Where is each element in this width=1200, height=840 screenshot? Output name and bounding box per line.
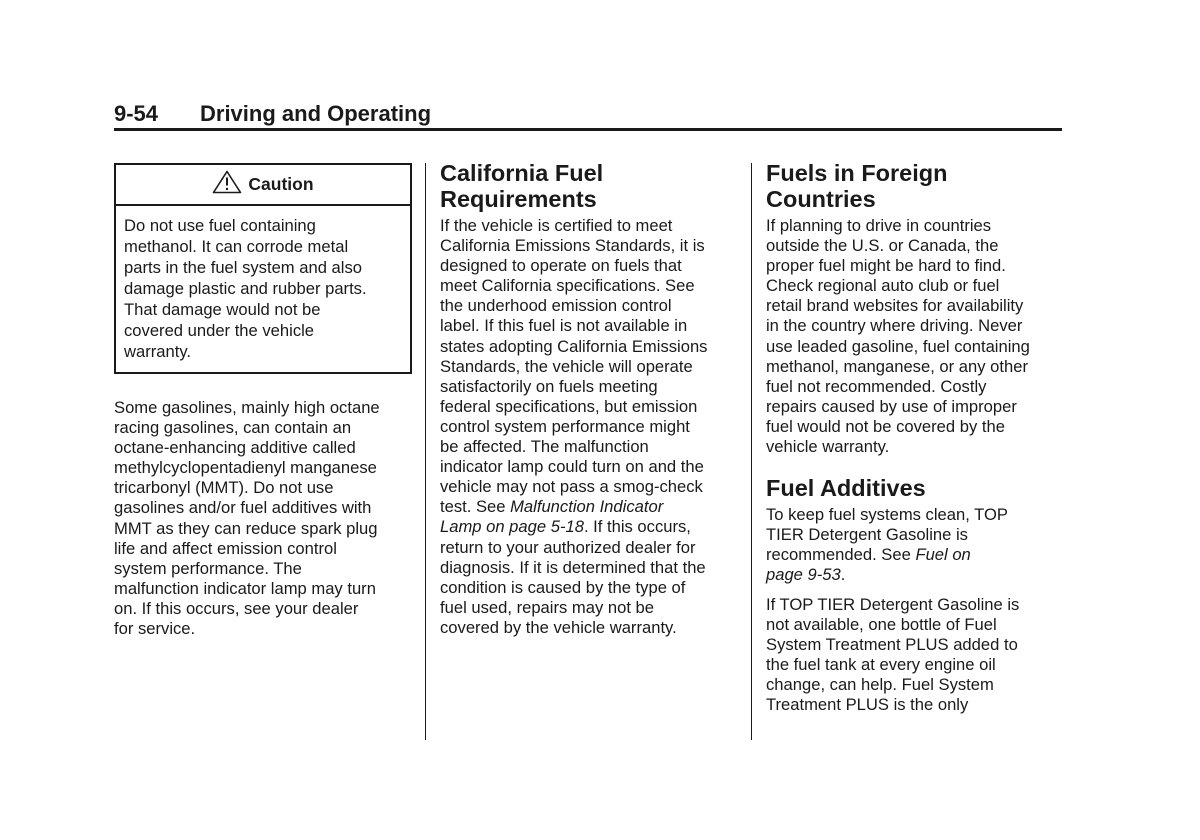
paragraph-line: on. If this occurs, see your dealer (114, 598, 359, 618)
column-divider (751, 163, 752, 740)
column-2 (440, 160, 740, 647)
column-divider (425, 163, 426, 740)
paragraph-line: not available, one bottle of Fuel (766, 614, 997, 634)
paragraph-line: Treatment PLUS is the only (766, 694, 969, 714)
caution-header (116, 165, 410, 206)
fuel-additives-paragraph-1 (766, 505, 1066, 585)
paragraph-line: vehicle may not pass a smog-check (440, 477, 703, 497)
paragraph-line: vehicle warranty. (766, 437, 890, 457)
paragraph-line: TIER Detergent Gasoline is (766, 525, 968, 545)
caution-line: parts in the fuel system and also (124, 258, 362, 277)
paragraph-line: covered by the vehicle warranty. (440, 617, 677, 637)
paragraph-line: If the vehicle is certified to meet (440, 216, 673, 235)
caution-line: methanol. It can corrode metal (124, 237, 349, 256)
paragraph-line: repairs caused by use of improper (766, 396, 1017, 416)
header-rule (114, 128, 1062, 131)
section-title: Driving and Operating (200, 101, 432, 126)
paragraph-line: outside the U.S. or Canada, the (766, 236, 999, 256)
malfunction-lamp-reference[interactable]: Malfunction Indicator (510, 497, 664, 517)
paragraph-line: the underhood emission control (440, 296, 672, 316)
paragraph-line (766, 565, 1066, 585)
paragraph-line: Some gasolines, mainly high octane (114, 398, 380, 417)
paragraph-line: California Emissions Standards, it is (440, 236, 705, 256)
caution-line: covered under the vehicle (124, 321, 315, 340)
paragraph-line: be affected. The malfunction (440, 437, 649, 457)
caution-body (116, 206, 410, 372)
caution-box (114, 163, 412, 374)
heading-line: Requirements (440, 186, 597, 212)
caution-label: Caution (248, 174, 314, 195)
paragraph-line: malfunction indicator lamp may turn (114, 578, 376, 598)
ref-suffix: . If this occurs, (583, 517, 691, 537)
caution-line: warranty. (124, 342, 192, 361)
heading-line: Fuels in Foreign (766, 160, 948, 186)
page-header (114, 100, 1062, 130)
paragraph-line: fuel used, repairs may not be (440, 597, 654, 617)
column-1 (114, 163, 414, 648)
paragraph-line: methylcyclopentadienyl manganese (114, 458, 377, 478)
malfunction-lamp-reference[interactable]: Lamp on page 5-18 (440, 517, 584, 537)
foreign-fuels-heading (766, 160, 1066, 212)
warning-triangle-icon (212, 170, 242, 199)
fuel-page-reference[interactable]: page 9-53 (766, 565, 841, 585)
mmt-paragraph (114, 398, 414, 639)
paragraph-line: life and affect emission control (114, 538, 337, 558)
fuel-additives-paragraph-2 (766, 595, 1066, 716)
paragraph-line: If planning to drive in countries (766, 216, 992, 235)
paragraph-line: retail brand websites for availability (766, 296, 1024, 316)
page-number: 9-54 (114, 101, 159, 126)
paragraph-line: diagnosis. If it is determined that the (440, 557, 706, 577)
caution-line: Do not use fuel containing (124, 216, 316, 235)
paragraph-line: Standards, the vehicle will operate (440, 356, 693, 376)
column-3 (766, 160, 1066, 724)
paragraph-line: the fuel tank at every engine oil (766, 654, 996, 674)
foreign-fuels-paragraph (766, 216, 1066, 457)
fuel-additives-heading: Fuel Additives (766, 475, 926, 502)
paragraph-line: meet California specifications. See (440, 276, 695, 296)
paragraph-line: octane-enhancing additive called (114, 438, 356, 458)
paragraph-line: federal specifications, but emission (440, 396, 698, 416)
ref-suffix: . (840, 565, 846, 585)
paragraph-line: in the country where driving. Never (766, 316, 1023, 336)
paragraph-line: indicator lamp could turn on and the (440, 457, 704, 477)
paragraph-line: fuel would not be covered by the (766, 416, 1005, 436)
california-fuel-heading (440, 160, 740, 212)
caution-line: damage plastic and rubber parts. (124, 279, 367, 298)
paragraph-line: designed to operate on fuels that (440, 256, 682, 276)
paragraph-line (440, 517, 740, 537)
paragraph-line: tricarbonyl (MMT). Do not use (114, 478, 334, 498)
paragraph-line: control system performance might (440, 416, 690, 436)
heading-line: Countries (766, 186, 876, 212)
paragraph-line: racing gasolines, can contain an (114, 418, 352, 438)
paragraph-line: fuel not recommended. Costly (766, 376, 987, 396)
ref-prefix: test. See (440, 497, 511, 517)
paragraph-line: condition is caused by the type of (440, 577, 686, 597)
paragraph-line: If TOP TIER Detergent Gasoline is (766, 594, 1020, 614)
caution-line: That damage would not be (124, 300, 321, 319)
paragraph-line: methanol, manganese, or any other (766, 356, 1028, 376)
paragraph-line: gasolines and/or fuel additives with (114, 498, 372, 518)
paragraph-line: system performance. The (114, 558, 302, 578)
paragraph-line (766, 545, 1066, 565)
fuel-page-reference[interactable]: Fuel on (915, 545, 971, 565)
paragraph-line: System Treatment PLUS added to (766, 634, 1018, 654)
california-fuel-paragraph (440, 216, 740, 638)
paragraph-line: Check regional auto club or fuel (766, 276, 1000, 296)
paragraph-line: proper fuel might be hard to find. (766, 256, 1006, 276)
paragraph-line: label. If this fuel is not available in (440, 316, 688, 336)
ref-prefix: recommended. See (766, 545, 916, 565)
paragraph-line: states adopting California Emissions (440, 336, 708, 356)
paragraph-line: change, can help. Fuel System (766, 674, 994, 694)
paragraph-line: return to your authorized dealer for (440, 537, 696, 557)
paragraph-line: To keep fuel systems clean, TOP (766, 505, 1008, 525)
paragraph-line: use leaded gasoline, fuel containing (766, 336, 1030, 356)
heading-line: California Fuel (440, 160, 604, 186)
paragraph-line: for service. (114, 619, 196, 639)
paragraph-line: satisfactorily on fuels meeting (440, 376, 658, 396)
paragraph-line (440, 497, 740, 517)
paragraph-line: MMT as they can reduce spark plug (114, 518, 378, 538)
